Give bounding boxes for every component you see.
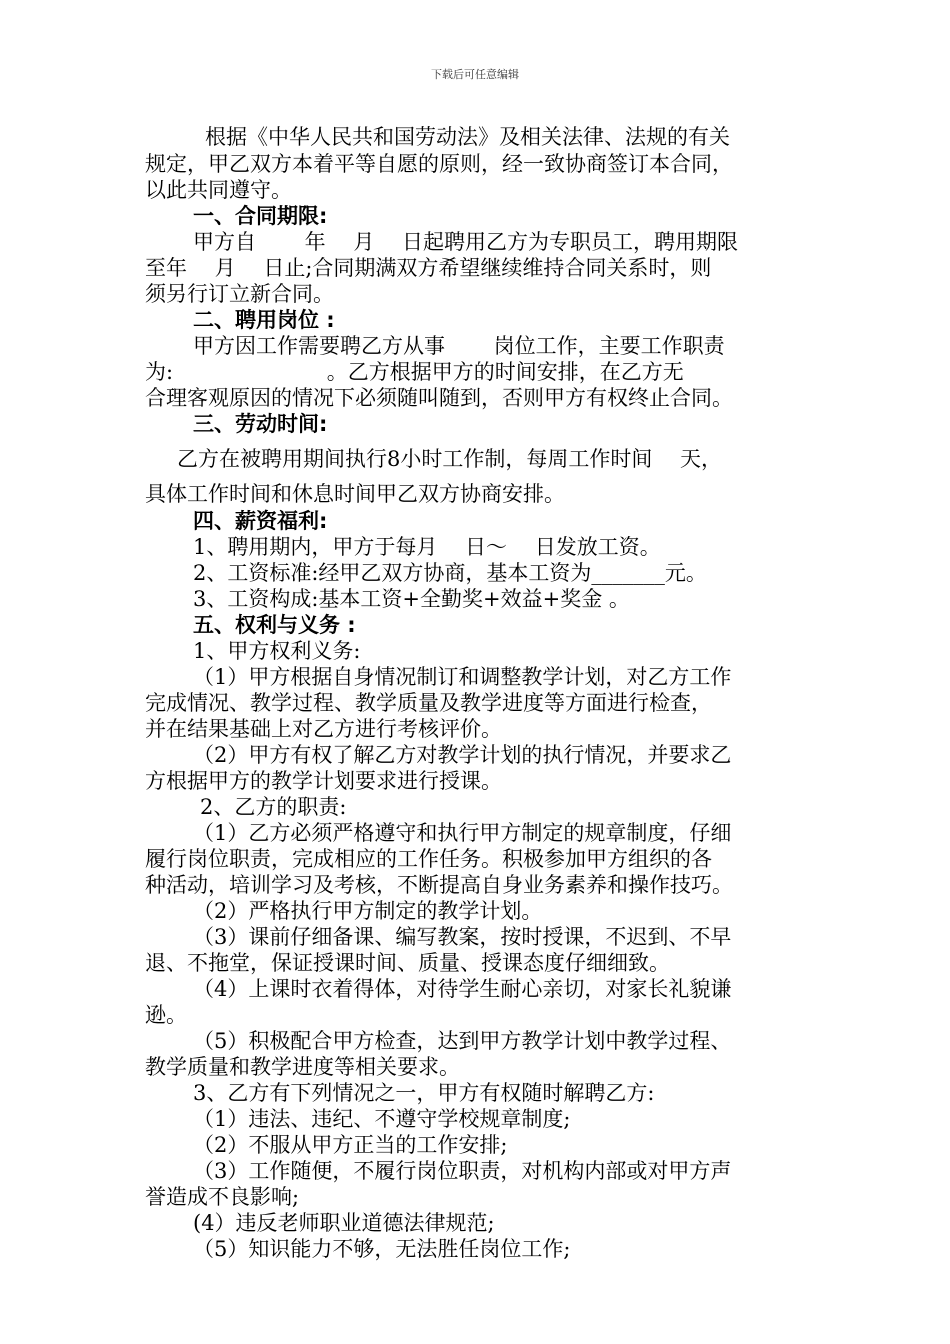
body-line: 甲方因工作需要聘乙方从事 岗位工作，主要工作职责 — [193, 334, 725, 358]
body-line: 须另行订立新合同。 — [145, 282, 334, 306]
body-line: （1）甲方根据自身情况制订和调整教学计划，对乙方工作 — [193, 665, 732, 689]
body-line: （3）课前仔细备课、编写教案，按时授课，不迟到、不早 — [193, 925, 732, 949]
section-heading: 一、合同期限: — [193, 204, 328, 228]
body-line: （1）违法、违纪、不遵守学校规章制度; — [193, 1107, 571, 1131]
body-line: 3、工资构成:基本工资+全勤奖+效益+奖金 。 — [193, 587, 630, 611]
body-line: （2）不服从甲方正当的工作安排; — [193, 1133, 508, 1157]
body-line: 以此共同遵守。 — [145, 178, 292, 202]
body-line: （3）工作随便，不履行岗位职责，对机构内部或对甲方声 — [193, 1159, 732, 1183]
body-line: 乙方在被聘用期间执行8小时工作制，每周工作时间 天， — [177, 447, 723, 471]
body-line: (4）违反老师职业道德法律规范; — [193, 1211, 495, 1235]
body-line: 为: 。乙方根据甲方的时间安排，在乙方无 — [145, 360, 684, 384]
section-heading: 五、权利与义务 : — [193, 613, 356, 637]
body-line: 合理客观原因的情况下必须随叫随到，否则甲方有权终止合同。 — [145, 386, 733, 410]
body-line: （5）知识能力不够，无法胜任岗位工作; — [193, 1237, 571, 1261]
body-line: 2、工资标准:经甲乙双方协商，基本工资为_______元。 — [193, 561, 707, 585]
body-line: 逊。 — [145, 1003, 187, 1027]
body-line: 完成情况、教学过程、教学质量及教学进度等方面进行检查， — [145, 691, 712, 715]
header-note: 下载后可任意编辑 — [431, 68, 519, 81]
body-line: 种活动，培训学习及考核，不断提高自身业务素养和操作技巧。 — [145, 873, 733, 897]
body-line: （2）甲方有权了解乙方对教学计划的执行情况，并要求乙 — [193, 743, 732, 767]
body-line: 根据《中华人民共和国劳动法》及相关法律、法规的有关 — [205, 125, 730, 149]
body-line: 甲方自 年 月 日起聘用乙方为专职员工，聘用期限 — [193, 230, 739, 254]
body-line: 并在结果基础上对乙方进行考核评价。 — [145, 717, 502, 741]
body-line: 3、乙方有下列情况之一，甲方有权随时解聘乙方: — [193, 1081, 655, 1105]
body-line: 1、聘用期内，甲方于每月 日～ 日发放工资。 — [193, 535, 661, 559]
body-line: （4）上课时衣着得体，对待学生耐心亲切，对家长礼貌谦 — [193, 977, 732, 1001]
section-heading: 二、聘用岗位 : — [193, 308, 335, 332]
body-line: 教学质量和教学进度等相关要求。 — [145, 1055, 460, 1079]
body-line: 履行岗位职责，完成相应的工作任务。积极参加甲方组织的各 — [145, 847, 712, 871]
body-line: 至年 月 日止;合同期满双方希望继续维持合同关系时，则 — [145, 256, 712, 280]
body-line: 誉造成不良影响; — [145, 1185, 300, 1209]
body-line: 1、甲方权利义务: — [193, 639, 361, 663]
section-heading: 四、薪资福利: — [193, 509, 328, 533]
body-line: （1）乙方必须严格遵守和执行甲方制定的规章制度，仔细 — [193, 821, 732, 845]
body-line: （2）严格执行甲方制定的教学计划。 — [193, 899, 543, 923]
body-line: 2、乙方的职责: — [200, 795, 347, 819]
body-line: （5）积极配合甲方检查，达到甲方教学计划中教学过程、 — [193, 1029, 732, 1053]
body-line: 退、不拖堂，保证授课时间、质量、授课态度仔细细致。 — [145, 951, 670, 975]
body-line: 规定，甲乙双方本着平等自愿的原则，经一致协商签订本合同， — [145, 152, 733, 176]
body-line: 方根据甲方的教学计划要求进行授课。 — [145, 769, 502, 793]
body-line: 具体工作时间和休息时间甲乙双方协商安排。 — [145, 482, 565, 506]
section-heading: 三、劳动时间: — [193, 412, 328, 436]
